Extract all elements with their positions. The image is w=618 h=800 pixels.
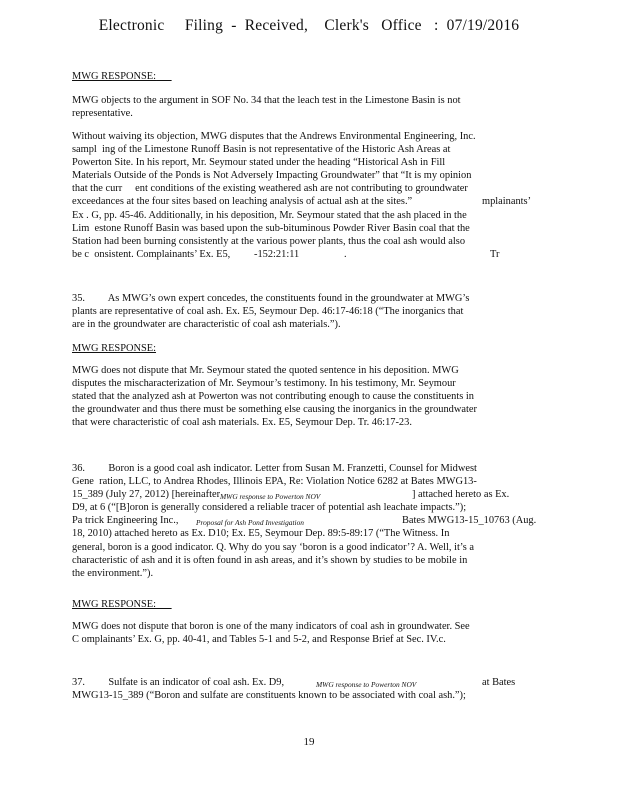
response-paragraph-35: MWG does not dispute that Mr. Seymour stated the quoted sentence in his deposition. MWG disputes the mischaracterization of Mr. Seymour’s testimony. In his testimony, Mr. Seymour stated that the analyzed ash at Powerton was not contributing enough to cause the constituents in the groundwater and thus there must be something else causing the inorganics in the groundwater that were characteristic of coal ash materials. Ex. E5, Seymour Dep. Tr. 46:17-23. xyxy=(72,365,477,429)
response-paragraph-2: Without waiving its objection, MWG disputes that the Andrews Environmental Engineering, Inc. sampl ing of the Limestone Runoff Basin is not representative of the Historic Ash Areas at Powerton Site. In his report, Mr. Seymour stated under the heading “Historical Ash in Fill Materials Outside of the Ponds is Not Adversely Impacting Groundwater” that “It is my opinion that the curr ent conditions of the existing weathered ash are not contributing to groundwater exceedances at the four sites based on leaching analysis of actual ash at the sites.” mplainants’ Ex . G, pp. 45-46. Additionally, in his deposition, Mr. Seymour stated that the ash placed in the Lim estone Runoff Basin was based upon the sub-bituminous Powder River Basin coal that the Station had been burning consistently at the various power plants, thus the coal ash would also be c onsistent. Complainants’ Ex. E5, -152:21:11 . Tr xyxy=(72,131,532,260)
page-number: 19 xyxy=(303,736,315,748)
response-heading-1: MWG RESPONSE: xyxy=(72,71,157,82)
paragraph-37: 37. Sulfate is an indicator of coal ash. Ex. D9, MWG response to Powerton NOV at Bates MWG13-15_389 (“Boron and sulfate are constituents known to be associated with coal ash.”); xyxy=(72,677,516,702)
response-heading-3: MWG RESPONSE: xyxy=(72,599,157,610)
response-paragraph-1: MWG objects to the argument in SOF No. 34 that the leach test in the Limestone Basin is not representative. xyxy=(72,95,461,120)
response-heading-2: MWG RESPONSE: xyxy=(72,343,157,354)
filing-header: Electronic Filing - Received, Clerk's Office : 07/19/2016 xyxy=(98,17,520,34)
paragraph-36: 36. Boron is a good coal ash indicator. Letter from Susan M. Franzetti, Counsel for Midwest Gene ration, LLC, to Andrea Rhodes, Illinois EPA, Re: Violation Notice 6282 at Bates MWG13- 15_389 (July 27, 2012) [hereinafter MWG response to Powerton NOV ] attached hereto as Ex. D9, at 6 (“[B]oron is generally considered a reliable tracer of potential ash leachate impacts.”); Pa trick Engineering Inc., Proposal for Ash Pond Investigation Bates MWG13-15_10763 (Aug. 18, 2010) attached hereto as Ex. D10; Ex. E5, Seymour Dep. 89:5-89:17 (“The Witness. In general, boron is a good indicator. Q. Why do you say ‘boron is a good indicator’? A. Well, it’s a characteristic of ash and it is often found in ash areas, and it’s shown by studies to be mobile in the environment.”). xyxy=(72,463,537,579)
paragraph-35: 35. As MWG’s own expert concedes, the constituents found in the groundwater at MWG’s plants are representative of coal ash. Ex. E5, Seymour Dep. 46:17-46:18 (“The inorganics that are in the groundwater are characteristic of coal ash materials.”). xyxy=(72,293,470,331)
response-paragraph-36: MWG does not dispute that boron is one of the many indicators of coal ash in groundwater. See C omplainants’ Ex. G, pp. 40-41, and Tables 5-1 and 5-2, and Response Brief at Sec. IV.c. xyxy=(72,621,470,646)
